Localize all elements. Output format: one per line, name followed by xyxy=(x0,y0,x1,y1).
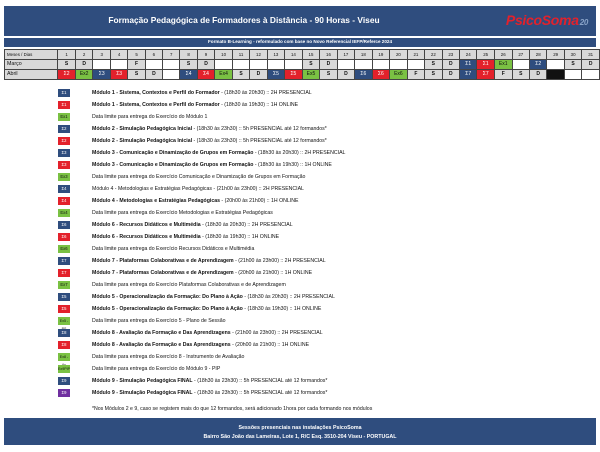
day-cell: S xyxy=(302,60,320,70)
calendar-row xyxy=(5,60,600,70)
module-name: Módulo 3 - Comunicação e Dinamização de Grupos em Formação xyxy=(92,162,254,168)
session-details: - (20h00 às 21h00) :: 1H ONLINE xyxy=(233,270,313,276)
footer-bar xyxy=(4,418,596,445)
day-cell: S xyxy=(425,70,442,80)
footer-line-2: Bairro São João das Lameiras, Lote 1, R/C Esq. 3510-204 Viseu - PORTUGAL xyxy=(203,434,397,440)
day-cell: F xyxy=(494,70,512,80)
module-name: Módulo 1 - Sistema, Contextos e Perfil do Formador xyxy=(92,102,220,108)
day-cell xyxy=(145,60,162,70)
legend-description xyxy=(92,149,345,157)
session-badge: Σ6 xyxy=(58,221,70,229)
session-badge: Σ9 xyxy=(58,389,70,397)
day-header: 3 xyxy=(93,50,110,60)
session-badge: Σ2 xyxy=(58,137,70,145)
session-details: - (18h30 às 19h30) :: 1H ONLINE xyxy=(253,162,332,168)
day-cell: Σ3 xyxy=(110,70,127,80)
session-details: Módulo 4 - Metodologias e Estratégias Pedagógicas - (21h00 às 23h00) :: 2H PRESENCIAL xyxy=(92,186,304,192)
legend-row xyxy=(58,185,478,194)
session-badge: Σ3 xyxy=(58,149,70,157)
session-details: - (21h00 às 23h00) :: 2H PRESENCIAL xyxy=(230,330,323,336)
day-cell: D xyxy=(145,70,162,80)
legend-row xyxy=(58,197,478,206)
day-cell: Σ1 xyxy=(459,60,476,70)
day-cell: D xyxy=(197,60,214,70)
session-badge: Σ2 xyxy=(58,125,70,133)
legend-row xyxy=(58,209,478,218)
subtitle-bar xyxy=(4,38,596,47)
day-header: 2 xyxy=(75,50,93,60)
session-details: Data limite para entrega do Exercício Comunicação e Dinamização de Grupos em Formação xyxy=(92,174,306,180)
session-badge: Σ3 xyxy=(58,161,70,169)
day-cell: S xyxy=(425,60,442,70)
day-cell: Σ4 xyxy=(197,70,214,80)
day-cell xyxy=(93,60,110,70)
legend-row xyxy=(58,245,478,254)
session-details: Data limite para entrega do Exercício do Módulo 1 xyxy=(92,114,208,120)
day-cell xyxy=(250,60,267,70)
page-title: Formação Pedagógica de Formadores à Distância - 90 Horas - Viseu xyxy=(108,15,380,25)
day-cell xyxy=(547,70,564,80)
legend-description xyxy=(92,161,332,169)
legend-description xyxy=(92,329,323,337)
day-cell: Ex4 xyxy=(215,70,233,80)
session-details: - (18h30 às 23h30) :: 5h PRESENCIAL até 12 formandos* xyxy=(192,378,328,384)
legend-description xyxy=(92,305,321,313)
session-badge: Σ6 xyxy=(58,233,70,241)
legend-description xyxy=(92,113,207,121)
day-header: 20 xyxy=(390,50,408,60)
day-cell: Σ7 xyxy=(459,70,476,80)
day-cell: S xyxy=(58,60,75,70)
session-details: Data limite para entrega do Exercício 5 - Plano de Sessão xyxy=(92,318,226,324)
day-header: 23 xyxy=(442,50,459,60)
psicosoma-logo xyxy=(506,12,588,28)
day-cell: Ex6 xyxy=(390,70,408,80)
day-header: 5 xyxy=(128,50,145,60)
day-header: 10 xyxy=(215,50,233,60)
legend-description xyxy=(92,245,254,253)
session-badge: Ex4 xyxy=(58,209,70,217)
session-details: - (18h30 às 20h30) :: 2H PRESENCIAL xyxy=(253,150,346,156)
legend-description xyxy=(92,269,312,277)
legend-description xyxy=(92,233,279,241)
session-details: - (20h00 às 21h00) :: 1H ONLINE xyxy=(219,198,299,204)
day-cell: Σ2 xyxy=(58,70,75,80)
module-name: Módulo 9 - Simulação Pedagógica FINAL xyxy=(92,378,193,384)
day-cell: D xyxy=(337,70,354,80)
day-cell: Ex2 xyxy=(75,70,93,80)
session-badge: Ex8 - xyxy=(59,355,69,359)
session-details: Data limite para entrega do Exercício Plataformas Colaborativas e de Aprendizagem xyxy=(92,282,286,288)
legend-row xyxy=(58,125,478,134)
day-header: 27 xyxy=(512,50,529,60)
day-header: 30 xyxy=(564,50,581,60)
day-cell: Σ1 xyxy=(477,60,494,70)
day-cell xyxy=(390,60,408,70)
day-header: 8 xyxy=(180,50,197,60)
session-details: - (18h30 às 23h30) :: 5h PRESENCIAL até 12 formandos* xyxy=(192,138,327,144)
day-header: 6 xyxy=(145,50,162,60)
day-header: 29 xyxy=(547,50,564,60)
day-cell xyxy=(547,60,564,70)
session-badge: Σ7 xyxy=(58,269,70,277)
legend-row xyxy=(58,293,478,302)
day-header: 31 xyxy=(582,50,600,60)
legend-row xyxy=(58,353,478,362)
session-badge: Ex6 xyxy=(58,245,70,253)
legend-row xyxy=(58,101,478,110)
legend-description xyxy=(92,389,327,397)
day-cell: F xyxy=(407,70,424,80)
module-name: Módulo 3 - Comunicação e Dinamização de Grupos em Formação xyxy=(92,150,254,156)
logo-suffix: 20 xyxy=(579,18,588,27)
session-badge: Ex7 xyxy=(58,281,70,289)
legend-row xyxy=(58,161,478,170)
day-cell: Ex5 xyxy=(302,70,320,80)
day-header: 21 xyxy=(407,50,424,60)
month-label: Abril xyxy=(5,70,58,80)
day-cell: Σ7 xyxy=(477,70,494,80)
day-header: 14 xyxy=(285,50,302,60)
module-name: Módulo 8 - Avaliação da Formação e Das Aprendizagens xyxy=(92,342,231,348)
session-badge: Ex5 - xyxy=(59,319,69,323)
session-details: Data limite para entrega do Exercício 8 - Instrumento de Avaliação xyxy=(92,354,245,360)
legend-row xyxy=(58,305,478,314)
legend-description xyxy=(92,209,273,217)
day-header: 7 xyxy=(163,50,180,60)
day-header: 1 xyxy=(58,50,75,60)
session-badge: Ex9PIP xyxy=(58,367,70,371)
day-header: 28 xyxy=(529,50,546,60)
day-cell xyxy=(407,60,424,70)
day-cell xyxy=(232,60,249,70)
session-badge: Σ1 xyxy=(58,101,70,109)
legend-row xyxy=(58,389,478,398)
day-header: 11 xyxy=(232,50,249,60)
day-cell: D xyxy=(320,60,337,70)
legend-row xyxy=(58,281,478,290)
day-header: 24 xyxy=(459,50,476,60)
day-cell xyxy=(110,60,127,70)
session-details: - (21h00 às 23h00) :: 2H PRESENCIAL xyxy=(233,258,326,264)
day-cell xyxy=(285,60,302,70)
legend-description xyxy=(92,377,327,385)
legend-row xyxy=(58,173,478,182)
footnote: *Nos Módulos 2 e 9, caso se registem mais do que 12 formandos, será adicionado 1hora por cada formando nos módulos xyxy=(92,406,373,412)
module-name: Módulo 2 - Simulação Pedagógica Inicial xyxy=(92,138,193,144)
session-details: - (18h30 às 20h30) :: 2H PRESENCIAL xyxy=(200,222,293,228)
module-name: Módulo 5 - Operacionalização da Formação: Do Plano à Ação xyxy=(92,294,243,300)
session-badge: Σ8 xyxy=(58,329,70,337)
day-cell: S xyxy=(180,60,197,70)
day-cell xyxy=(582,70,600,80)
day-cell: S xyxy=(128,70,145,80)
day-cell: D xyxy=(442,70,459,80)
day-cell xyxy=(215,60,233,70)
day-cell: D xyxy=(75,60,93,70)
day-cell xyxy=(512,60,529,70)
legend-description xyxy=(92,125,327,133)
legend-description xyxy=(92,137,327,145)
day-cell xyxy=(355,60,372,70)
session-details: - (18h30 às 23h30) :: 5h PRESENCIAL até 12 formandos* xyxy=(192,126,327,132)
legend-description xyxy=(92,353,244,361)
day-cell: D xyxy=(529,70,546,80)
day-cell: Σ2 xyxy=(529,60,546,70)
day-cell: F xyxy=(128,60,145,70)
session-badge: Σ9 xyxy=(58,377,70,385)
legend-row xyxy=(58,137,478,146)
module-name: Módulo 4 - Metodologias e Estratégias Pedagógicas xyxy=(92,198,220,204)
legend-row xyxy=(58,341,478,350)
day-cell xyxy=(163,60,180,70)
module-name: Módulo 2 - Simulação Pedagógica Inicial xyxy=(92,126,193,132)
session-badge: Σ7 xyxy=(58,257,70,265)
day-cell: Ex1 xyxy=(494,60,512,70)
legend-row xyxy=(58,221,478,230)
legend-description xyxy=(92,185,304,193)
legend-row xyxy=(58,365,478,374)
calendar-table xyxy=(4,49,600,80)
day-cell: S xyxy=(232,70,249,80)
header-bar xyxy=(4,6,596,36)
session-badge: Σ8 xyxy=(58,341,70,349)
legend-row xyxy=(58,233,478,242)
day-cell: D xyxy=(582,60,600,70)
module-name: Módulo 7 - Plataformas Colaborativas e de Aprendizagem xyxy=(92,258,234,264)
legend-row xyxy=(58,89,478,98)
session-details: Data limite para entrega do Exercício Recursos Didáticos e Multimédia xyxy=(92,246,255,252)
day-cell xyxy=(372,60,389,70)
day-header: 17 xyxy=(337,50,354,60)
day-header: 12 xyxy=(250,50,267,60)
legend-row xyxy=(58,317,478,326)
legend-row xyxy=(58,113,478,122)
session-details: Data limite para entrega do Exercício Metodologias e Estratégias Pedagógicas xyxy=(92,210,273,216)
session-details: - (18h30 às 20h30) :: 2H PRESENCIAL xyxy=(242,294,335,300)
day-cell: Σ5 xyxy=(267,70,284,80)
day-cell xyxy=(163,70,180,80)
footer-line-1: Sessões presenciais nas instalações PsicoSoma xyxy=(238,425,362,431)
session-badge: Σ4 xyxy=(58,197,70,205)
day-header: 25 xyxy=(477,50,494,60)
legend-description xyxy=(92,197,298,205)
legend-description xyxy=(92,173,305,181)
month-label: Março xyxy=(5,60,58,70)
session-details: - (18h30 às 19h30) :: 1H ONLINE xyxy=(200,234,280,240)
day-cell xyxy=(267,60,284,70)
session-badge: Σ5 xyxy=(58,305,70,313)
day-header: 15 xyxy=(302,50,320,60)
legend-description xyxy=(92,221,293,229)
day-header: 9 xyxy=(197,50,214,60)
day-cell: Σ5 xyxy=(285,70,302,80)
module-name: Módulo 6 - Recursos Didáticos e Multimédia xyxy=(92,222,201,228)
legend-description xyxy=(92,257,326,265)
day-cell: S xyxy=(320,70,337,80)
calendar-header-label: Meses / Dias xyxy=(5,50,58,60)
module-name: Módulo 1 - Sistema, Contextos e Perfil do Formador xyxy=(92,90,220,96)
day-cell xyxy=(337,60,354,70)
day-header: 4 xyxy=(110,50,127,60)
legend-description xyxy=(92,365,220,373)
day-cell: Σ3 xyxy=(93,70,110,80)
session-details: Data limite para entrega do Exercício do Módulo 9 - PIP xyxy=(92,366,221,372)
session-details: - (18h30 às 19h30) :: 1H ONLINE xyxy=(242,306,322,312)
day-cell: S xyxy=(564,60,581,70)
day-cell: Σ4 xyxy=(180,70,197,80)
session-badge: Ex3 xyxy=(58,173,70,181)
legend-description xyxy=(92,317,226,325)
legend-description xyxy=(92,281,286,289)
day-cell xyxy=(564,70,581,80)
calendar-row xyxy=(5,70,600,80)
day-cell: Σ6 xyxy=(372,70,389,80)
day-header: 13 xyxy=(267,50,284,60)
module-name: Módulo 9 - Simulação Pedagógica FINAL xyxy=(92,390,193,396)
day-header: 22 xyxy=(425,50,442,60)
day-header: 18 xyxy=(355,50,372,60)
day-header: 26 xyxy=(494,50,512,60)
day-header: 19 xyxy=(372,50,389,60)
day-cell: D xyxy=(442,60,459,70)
legend-row xyxy=(58,329,478,338)
legend-row xyxy=(58,257,478,266)
session-badge: Ex1 xyxy=(58,113,70,121)
legend-description xyxy=(92,341,309,349)
legend-row xyxy=(58,269,478,278)
module-name: Módulo 7 - Plataformas Colaborativas e de Aprendizagem xyxy=(92,270,234,276)
session-details: - (18h30 às 23h30) :: 5h PRESENCIAL até 12 formandos* xyxy=(192,390,328,396)
module-name: Módulo 5 - Operacionalização da Formação: Do Plano à Ação xyxy=(92,306,243,312)
legend-description xyxy=(92,101,298,109)
session-badge: Σ5 xyxy=(58,293,70,301)
subtitle: Formato B-Learning - reformulado com base no Novo Referencial IEFP/Referce 2024 xyxy=(207,39,393,44)
module-name: Módulo 6 - Recursos Didáticos e Multimédia xyxy=(92,234,201,240)
day-cell: S xyxy=(512,70,529,80)
session-badge: Σ1 xyxy=(58,89,70,97)
legend-row xyxy=(58,377,478,386)
session-badge: Σ4 xyxy=(58,185,70,193)
legend-description xyxy=(92,89,312,97)
logo-text: PsicoSoma xyxy=(505,12,579,28)
session-details: - (18h30 às 19h30) :: 1H ONLINE xyxy=(219,102,299,108)
session-details: - (20h00 às 21h00) :: 1H ONLINE xyxy=(230,342,310,348)
legend-row xyxy=(58,149,478,158)
legend-description xyxy=(92,293,335,301)
day-cell: D xyxy=(250,70,267,80)
module-name: Módulo 8 - Avaliação da Formação e Das Aprendizagens xyxy=(92,330,231,336)
session-details: - (18h30 às 20h30) :: 2H PRESENCIAL xyxy=(219,90,312,96)
day-cell: Σ6 xyxy=(355,70,372,80)
day-header: 16 xyxy=(320,50,337,60)
